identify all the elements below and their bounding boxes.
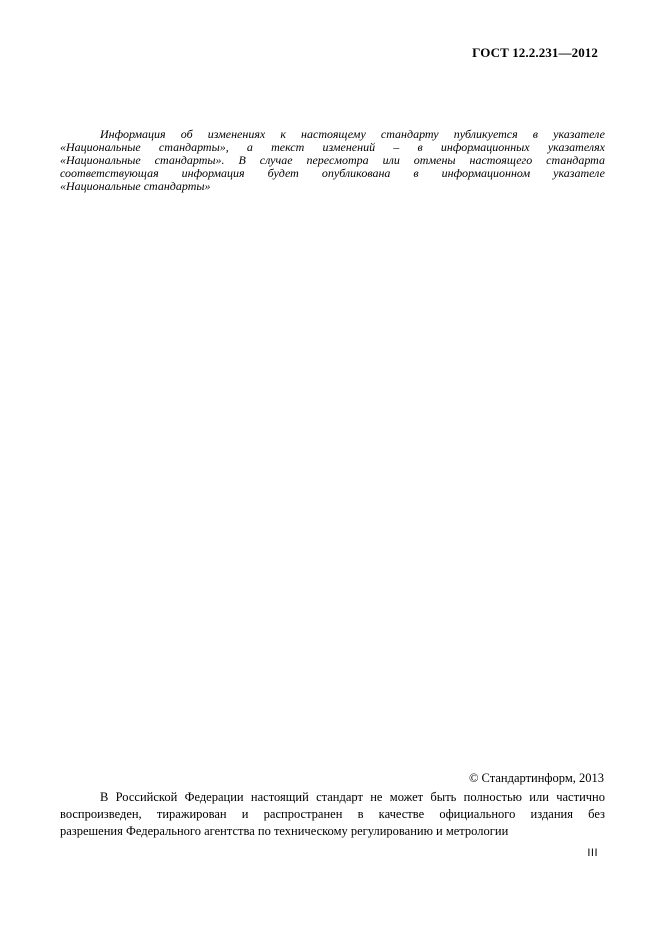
change-info-notice bbox=[60, 128, 605, 193]
rights-line-2: воспроизведен, тиражирован и распространен в качестве официального издания без bbox=[60, 807, 605, 821]
rights-line-1: В Российской Федерации настоящий стандарт не может быть полностью или частично bbox=[100, 790, 605, 804]
info-line-5: «Национальные стандарты» bbox=[60, 179, 211, 193]
page-number: III bbox=[587, 847, 598, 859]
standard-code: ГОСТ 12.2.231—2012 bbox=[472, 45, 598, 60]
info-line-2: «Национальные стандарты», а текст изменений – в информационных указателях bbox=[60, 140, 605, 154]
info-line-3: «Национальные стандарты». В случае пересмотра или отмены настоящего стандарта bbox=[60, 153, 605, 167]
reproduction-rights-notice bbox=[60, 789, 605, 840]
copyright-notice: © Стандартинформ, 2013 bbox=[468, 771, 604, 785]
rights-line-3: разрешения Федерального агентства по техническому регулированию и метрологии bbox=[60, 824, 509, 838]
info-line-1: Информация об изменениях к настоящему стандарту публикуется в указателе bbox=[100, 127, 605, 141]
info-line-4: соответствующая информация будет опубликована в информационном указателе bbox=[60, 166, 605, 180]
